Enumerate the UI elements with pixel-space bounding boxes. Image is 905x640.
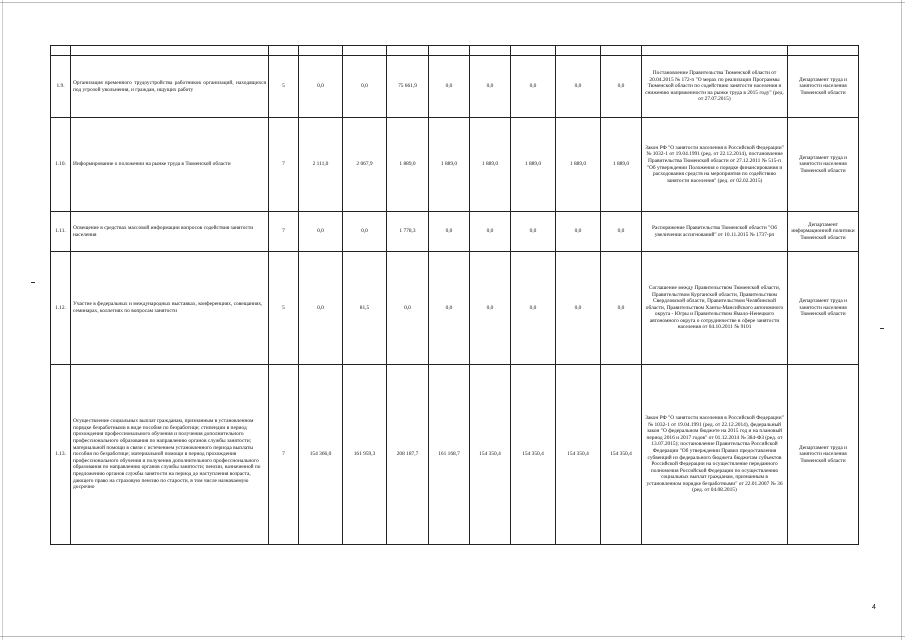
legal-basis: Соглашение между Правительством Тюменской области, Правительством Курганской области, Правительством Свердловской области, Правительством Челябинской области, Правительством Ханты-Мансийского автономного округа - Югры и Правительством Ямало-Ненецкого автономного округа о сотрудничестве в сфере занятости населения от 04.10.2011 № 9101	[642, 252, 788, 365]
measure-name: Информирование о положении на рынке труда в Тюменской области	[71, 118, 269, 212]
value-cell: 154 350,4	[556, 365, 601, 545]
value-cell: 1 889,0	[387, 118, 429, 212]
responsible-department: Департамент труда и занятости населения Тюменской области	[788, 365, 859, 545]
value-cell: 1 889,0	[511, 118, 556, 212]
table-top-row	[51, 46, 859, 56]
responsible-department: Департамент труда и занятости населения Тюменской области	[788, 56, 859, 118]
value-cell: 0,0	[343, 212, 387, 252]
legal-basis: Закон РФ "О занятости населения в Российской Федерации" № 1032-1 от 19.04.1991 (ред. от 22.12.2014), федеральный закон "О федеральном бюджете на 2015 год и на плановый период 2016 и 2017 годов" от 01.12.2014 № 384-ФЗ (ред. от 13.07.2015); постановление Правительства Российской Федерации "Об утверждении Правил предоставления субвенций из федерального бюджета бюджетам субъектов Российской Федерации на осуществление переданного полномочия Российской Федерации по осуществлению социальных выплат гражданам, признанным в установленном порядке безработными" от 22.01.2007 № 36 (ред. от 04.08.2015)	[642, 365, 788, 545]
value-cell: 1 889,0	[601, 118, 642, 212]
code-cell: 5	[269, 252, 299, 365]
measure-name: Осуществление социальных выплат гражданам, признанным в установленном порядке безработными в виде пособия по безработице; стипендии в период прохождения профессионального обучения и получения дополнительного профессионального образования по направлению органов службы занятости; материальной помощи в связи с истечением установленного периода выплаты пособия по безработице; материальной помощи в период прохождения профессионального обучения и получения дополнительного профессионального образования по направлению органов службы занятости; пенсии, назначенной по предложению органов службы занятости на период до наступления возраста, дающего право на страховую пенсию по старости, в том числе назначаемую досрочно	[71, 365, 269, 545]
value-cell: 0,0	[511, 56, 556, 118]
value-cell: 2 111,0	[299, 118, 343, 212]
value-cell: 208 187,7	[387, 365, 429, 545]
value-cell: 0,0	[601, 56, 642, 118]
value-cell: 0,0	[470, 56, 511, 118]
row-number: 1.11.	[51, 212, 71, 252]
value-cell: 161 168,7	[429, 365, 470, 545]
value-cell: 1 889,0	[470, 118, 511, 212]
legal-basis: Постановление Правительства Тюменской области от 20.04.2015 № 172-п "О мерах по реализации Программы Тюменской области по содействию занятости населения и снижению напряженности на рынке труда в 2015 году" (ред. от 27.07.2015)	[642, 56, 788, 118]
measure-name: Организация временного трудоустройства работников организаций, находящихся под угрозой увольнения, и граждан, ищущих работу	[71, 56, 269, 118]
scan-edge-left	[2, 0, 3, 640]
legal-basis: Закон РФ "О занятости населения в Российской Федерации" № 1032-1 от 19.04.1991 (ред. от 22.12.2014), постановление Правительства Тюменской области от 27.12.2011 № 515-п "Об утверждении Положения о порядке финансирования и расходования средств на мероприятия по содействию занятости населения" (ред. от 02.02.2015)	[642, 118, 788, 212]
value-cell: 0,0	[470, 252, 511, 365]
value-cell: 0,0	[343, 56, 387, 118]
code-cell: 5	[269, 56, 299, 118]
row-number: 1.10.	[51, 118, 71, 212]
value-cell: 0,0	[299, 56, 343, 118]
value-cell: 0,0	[470, 212, 511, 252]
value-cell: 75 661,9	[387, 56, 429, 118]
value-cell: 0,0	[511, 212, 556, 252]
code-cell: 7	[269, 365, 299, 545]
row-number: 1.12.	[51, 252, 71, 365]
value-cell: 154 366,0	[299, 365, 343, 545]
responsible-department: Департамент труда и занятости населения Тюменской области	[788, 118, 859, 212]
value-cell: 0,0	[299, 252, 343, 365]
value-cell: 0,0	[556, 252, 601, 365]
code-cell: 7	[269, 118, 299, 212]
value-cell: 81,5	[343, 252, 387, 365]
value-cell: 0,0	[601, 252, 642, 365]
margin-mark-right	[880, 328, 884, 329]
table-row-1-9	[51, 56, 859, 118]
scan-edge-top	[0, 2, 905, 3]
responsible-department: Департамент труда и занятости населения Тюменской области	[788, 252, 859, 365]
value-cell: 0,0	[429, 56, 470, 118]
value-cell: 0,0	[556, 56, 601, 118]
responsible-department: Департамент информационной политики Тюменской области	[788, 212, 859, 252]
table-row-1-12	[51, 252, 859, 365]
value-cell: 0,0	[511, 252, 556, 365]
value-cell: 1 889,0	[556, 118, 601, 212]
measure-name: Участие в федеральных и международных выставках, конференциях, совещаниях, семинарах, коллегиях по вопросам занятости	[71, 252, 269, 365]
value-cell: 1 889,0	[429, 118, 470, 212]
value-cell: 0,0	[387, 252, 429, 365]
value-cell: 0,0	[556, 212, 601, 252]
row-number: 1.13.	[51, 365, 71, 545]
row-number: 1.9.	[51, 56, 71, 118]
scan-edge-right	[901, 0, 902, 640]
value-cell: 0,0	[601, 212, 642, 252]
margin-mark-left	[31, 282, 35, 283]
measure-name: Освещение в средствах массовой информации вопросов содействия занятости населения	[71, 212, 269, 252]
value-cell: 0,0	[299, 212, 343, 252]
table-row-1-10	[51, 118, 859, 212]
value-cell: 161 959,3	[343, 365, 387, 545]
program-measures-table	[50, 45, 859, 545]
value-cell: 154 350,4	[511, 365, 556, 545]
table-row-1-13	[51, 365, 859, 545]
value-cell: 154 350,4	[601, 365, 642, 545]
table-row-1-11	[51, 212, 859, 252]
value-cell: 2 067,9	[343, 118, 387, 212]
value-cell: 0,0	[429, 252, 470, 365]
legal-basis: Распоряжение Правительства Тюменской области "Об увеличении ассигнований" от 10.11.2015 № 1737-рп	[642, 212, 788, 252]
page-number: 4	[872, 604, 876, 611]
value-cell: 1 778,3	[387, 212, 429, 252]
value-cell: 154 350,4	[470, 365, 511, 545]
scan-edge-bottom	[0, 636, 905, 637]
code-cell: 7	[269, 212, 299, 252]
value-cell: 0,0	[429, 212, 470, 252]
